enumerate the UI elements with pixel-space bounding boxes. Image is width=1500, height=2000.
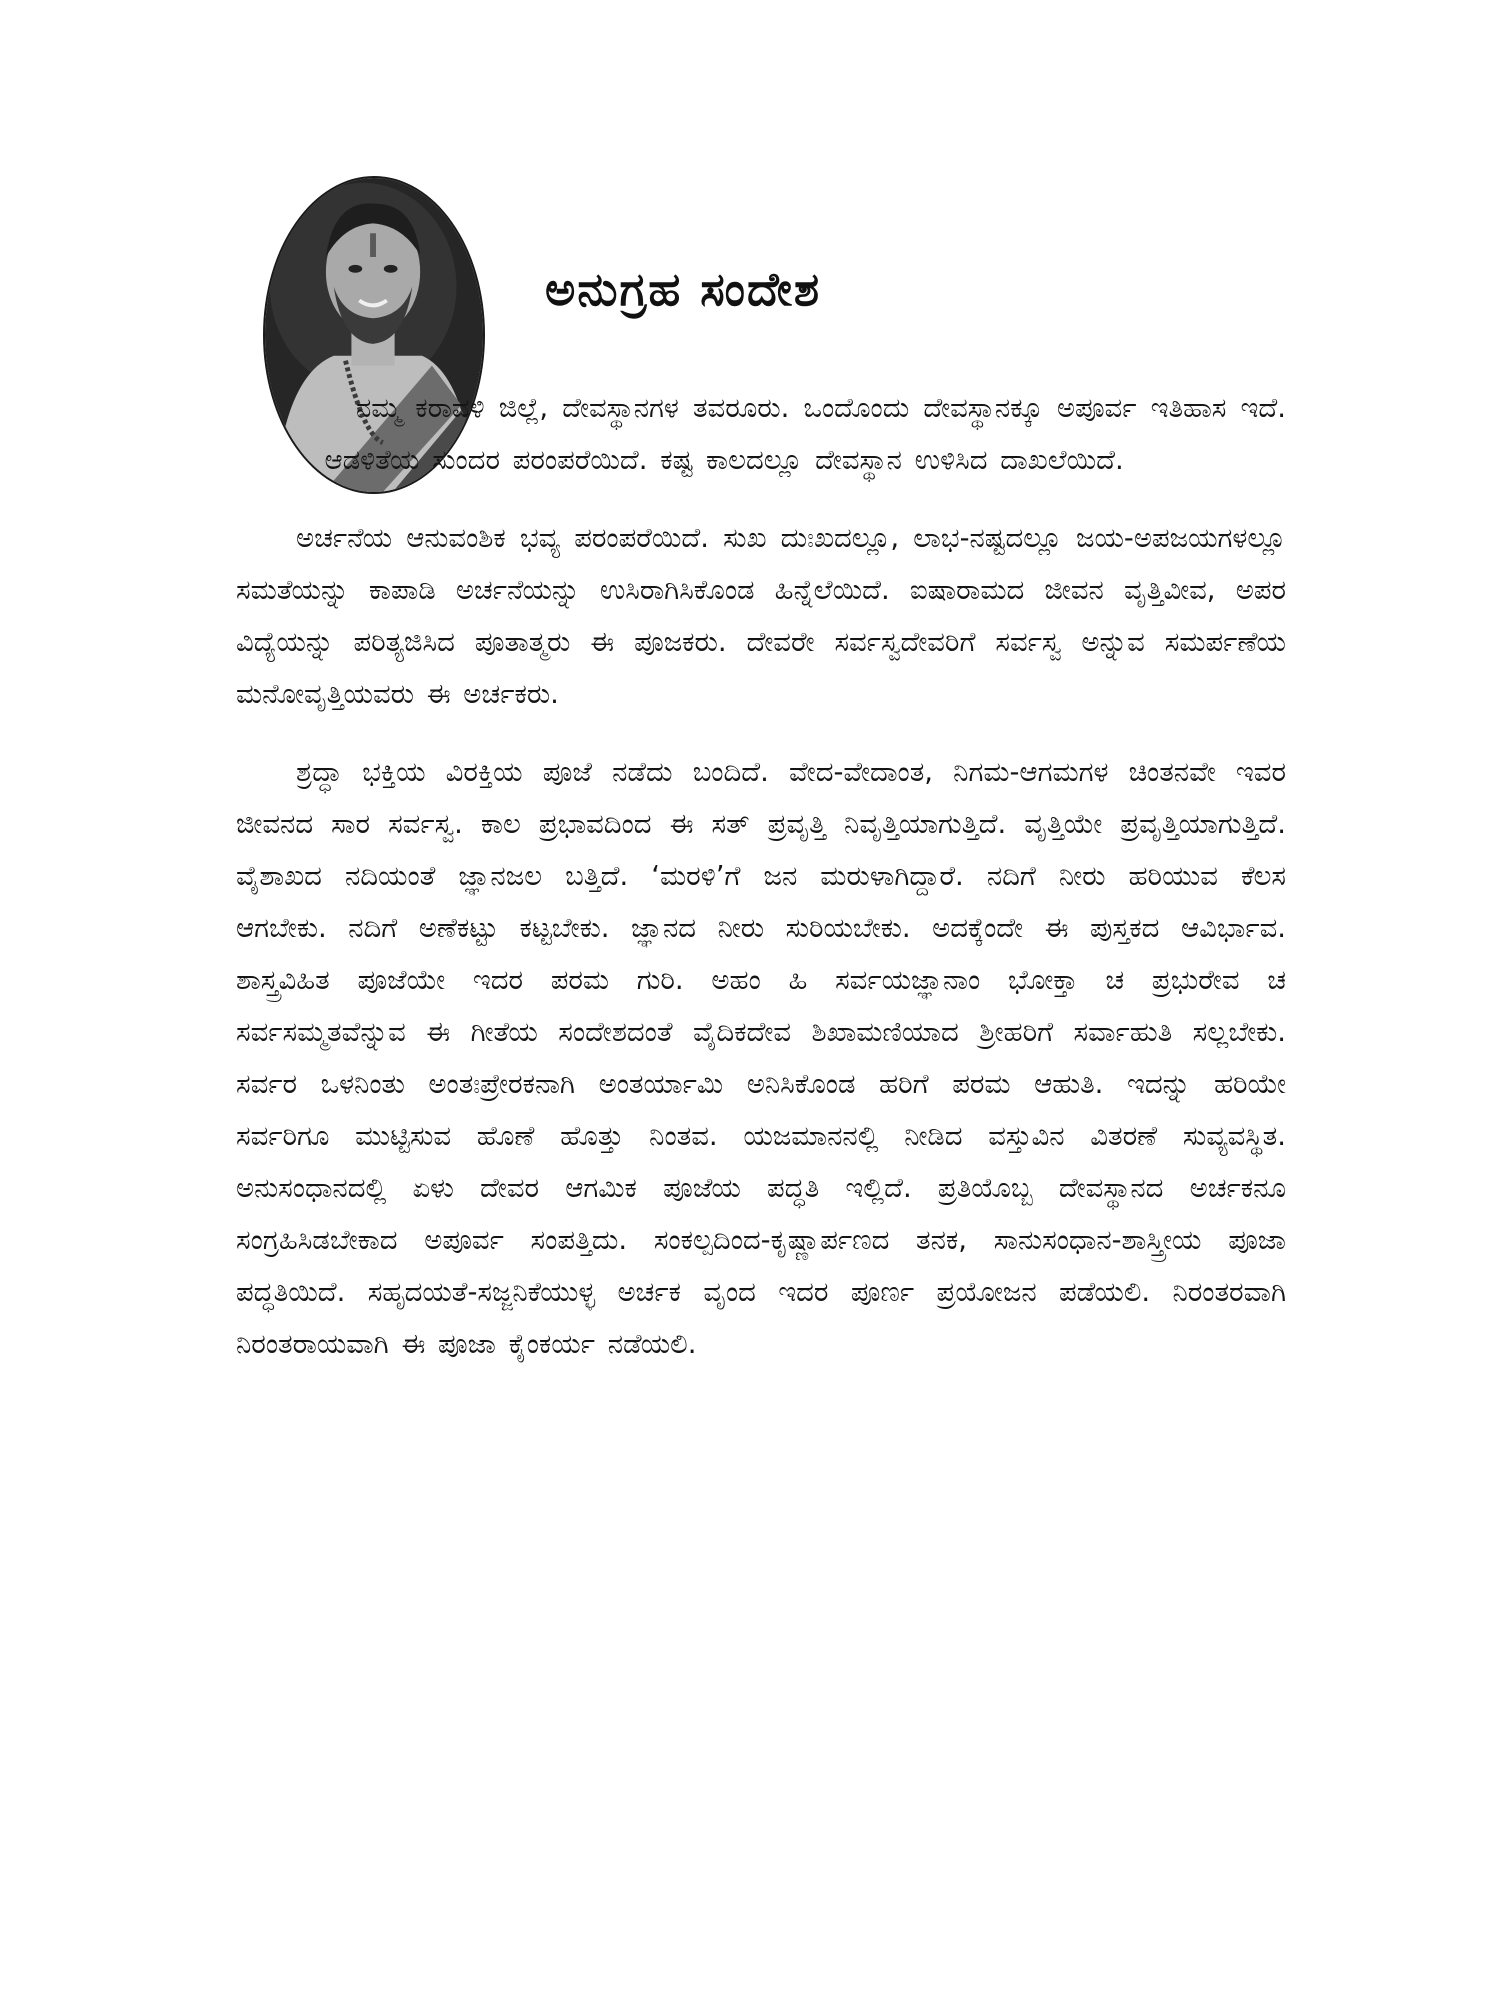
- page-title: ಅನುಗ್ರಹ ಸಂದೇಶ: [545, 262, 822, 316]
- paragraph-2: ಅರ್ಚನೆಯ ಆನುವಂಶಿಕ ಭವ್ಯ ಪರಂಪರೆಯಿದೆ. ಸುಖ ದುಃಖದಲ್ಲೂ, ಲಾಭ-ನಷ್ಟದಲ್ಲೂ ಜಯ-ಅಪಜಯಗಳಲ್ಲೂ ಸಮತೆಯನ್ನು ಕಾಪಾಡಿ ಅರ್ಚನೆಯನ್ನು ಉಸಿರಾಗಿಸಿಕೊಂಡ ಹಿನ್ನೆಲೆಯಿದೆ. ಐಷಾರಾಮದ ಜೀವನ ವೃತ್ತಿವೀವ, ಅಪರ ವಿದ್ಯೆಯನ್ನು ಪರಿತ್ಯಜಿಸಿದ ಪೂತಾತ್ಮರು ಈ ಪೂಜಕರು. ದೇವರೇ ಸರ್ವಸ್ವದೇವರಿಗೆ ಸರ್ವಸ್ವ ಅನ್ನುವ ಸಮರ್ಪಣೆಯ ಮನೋವೃತ್ತಿಯವರು ಈ ಅರ್ಚಕರು.: [236, 522, 1286, 710]
- body-text: [236, 382, 1286, 1396]
- paragraph-3: ಶ್ರದ್ಧಾ ಭಕ್ತಿಯ ವಿರಕ್ತಿಯ ಪೂಜೆ ನಡೆದು ಬಂದಿದೆ. ವೇದ-ವೇದಾಂತ, ನಿಗಮ-ಆಗಮಗಳ ಚಿಂತನವೇ ಇವರ ಜೀವನದ ಸಾರ ಸರ್ವಸ್ವ. ಕಾಲ ಪ್ರಭಾವದಿಂದ ಈ ಸತ್ ಪ್ರವೃತ್ತಿ ನಿವೃತ್ತಿಯಾಗುತ್ತಿದೆ. ವೃತ್ತಿಯೇ ಪ್ರವೃತ್ತಿಯಾಗುತ್ತಿದೆ. ವೈಶಾಖದ ನದಿಯಂತೆ ಜ್ಞಾನಜಲ ಬತ್ತಿದೆ. ‘ಮರಳಿ’ಗೆ ಜನ ಮರುಳಾಗಿದ್ದಾರೆ. ನದಿಗೆ ನೀರು ಹರಿಯುವ ಕೆಲಸ ಆಗಬೇಕು. ನದಿಗೆ ಅಣೆಕಟ್ಟು ಕಟ್ಟಬೇಕು. ಜ್ಞಾನದ ನೀರು ಸುರಿಯಬೇಕು. ಅದಕ್ಕೆಂದೇ ಈ ಪುಸ್ತಕದ ಆವಿರ್ಭಾವ. ಶಾಸ್ತ್ರವಿಹಿತ ಪೂಜೆಯೇ ಇದರ ಪರಮ ಗುರಿ. ಅಹಂ ಹಿ ಸರ್ವಯಜ್ಞಾನಾಂ ಭೋಕ್ತಾ ಚ ಪ್ರಭುರೇವ ಚ ಸರ್ವಸಮ್ಮತವೆನ್ನುವ ಈ ಗೀತೆಯ ಸಂದೇಶದಂತೆ ವೈದಿಕದೇವ ಶಿಖಾಮಣಿಯಾದ ಶ್ರೀಹರಿಗೆ ಸರ್ವಾಹುತಿ ಸಲ್ಲಬೇಕು. ಸರ್ವರ ಒಳನಿಂತು ಅಂತಃಪ್ರೇರಕನಾಗಿ ಅಂತರ್ಯಾಮಿ ಅನಿಸಿಕೊಂಡ ಹರಿಗೆ ಪರಮ ಆಹುತಿ. ಇದನ್ನು ಹರಿಯೇ ಸರ್ವರಿಗೂ ಮುಟ್ಟಿಸುವ ಹೊಣೆ ಹೊತ್ತು ನಿಂತವ. ಯಜಮಾನನಲ್ಲಿ ನೀಡಿದ ವಸ್ತುವಿನ ವಿತರಣೆ ಸುವ್ಯವಸ್ಥಿತ. ಅನುಸಂಧಾನದಲ್ಲಿ ಏಳು ದೇವರ ಆಗಮಿಕ ಪೂಜೆಯ ಪದ್ಧತಿ ಇಲ್ಲಿದೆ. ಪ್ರತಿಯೊಬ್ಬ ದೇವಸ್ಥಾನದ ಅರ್ಚಕನೂ ಸಂಗ್ರಹಿಸಿಡಬೇಕಾದ ಅಪೂರ್ವ ಸಂಪತ್ತಿದು. ಸಂಕಲ್ಪದಿಂದ-ಕೃಷ್ಣಾರ್ಪಣದ ತನಕ, ಸಾನುಸಂಧಾನ-ಶಾಸ್ತ್ರೀಯ ಪೂಜಾ ಪದ್ಧತಿಯಿದೆ. ಸಹೃದಯತೆ-ಸಜ್ಜನಿಕೆಯುಳ್ಳ ಅರ್ಚಕ ವೃಂದ ಇದರ ಪೂರ್ಣ ಪ್ರಯೋಜನ ಪಡೆಯಲಿ. ನಿರಂತರವಾಗಿ ನಿರಂತರಾಯವಾಗಿ ಈ ಪೂಜಾ ಕೈಂಕರ್ಯ ನಡೆಯಲಿ.: [236, 756, 1286, 1360]
- paragraph-1: ನಮ್ಮ ಕರಾವಳಿ ಜಿಲ್ಲೆ, ದೇವಸ್ಥಾನಗಳ ತವರೂರು. ಒಂದೊಂದು ದೇವಸ್ಥಾನಕ್ಕೂ ಅಪೂರ್ವ ಇತಿಹಾಸ ಇದೆ. ಆಡಳಿತೆಯ ಸುಂದರ ಪರಂಪರೆಯಿದೆ. ಕಷ್ಟ ಕಾಲದಲ್ಲೂ ದೇವಸ್ಥಾನ ಉಳಿಸಿದ ದಾಖಲೆಯಿದೆ.: [324, 392, 1286, 476]
